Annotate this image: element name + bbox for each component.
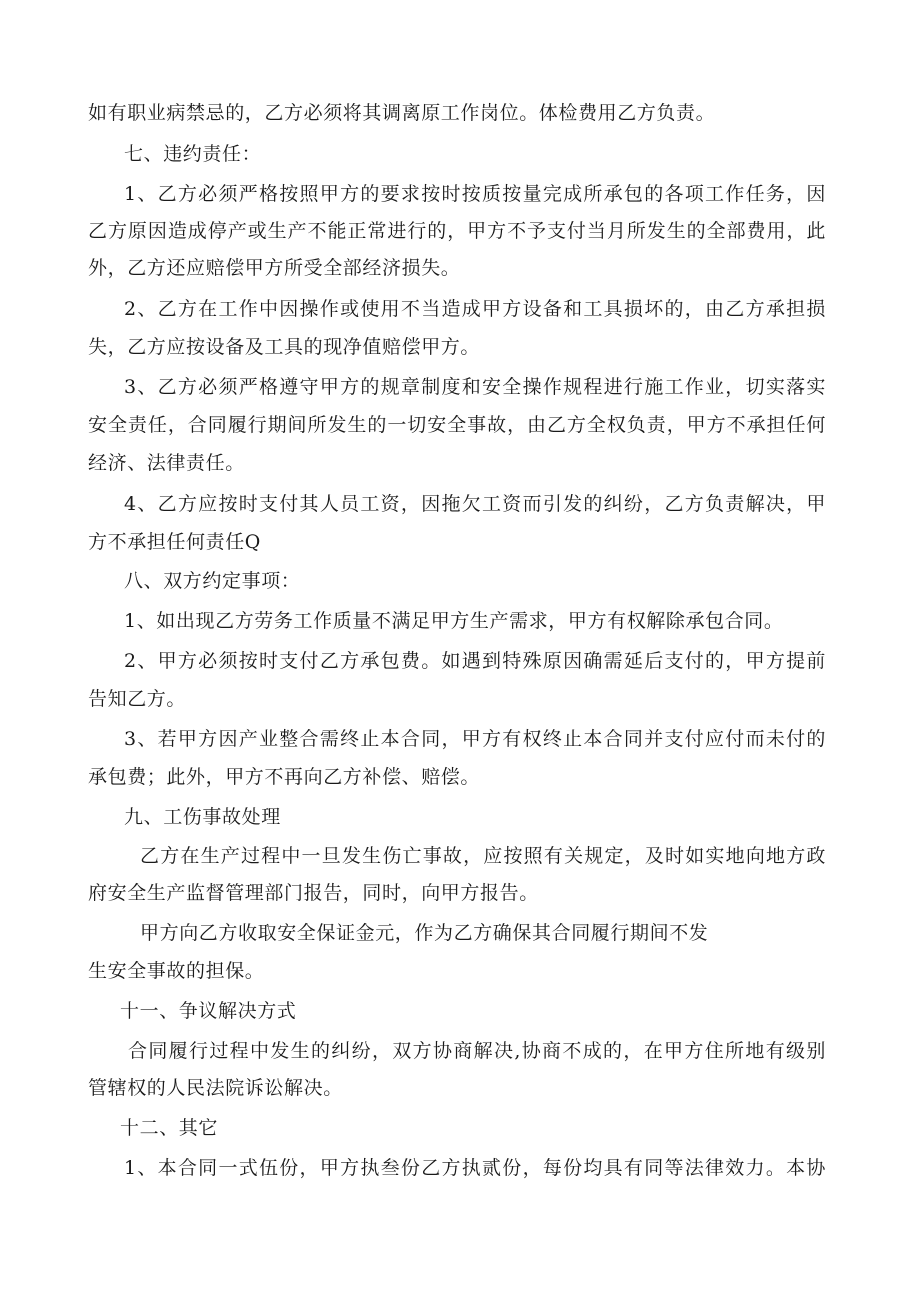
section-heading: 十二、其它 — [120, 1117, 219, 1139]
section-heading: 九、工伤事故处理 — [124, 806, 281, 828]
text-line: 合同履行过程中发生的纠纷，双方协商解决,协商不成的，在甲方住所地有级别 — [128, 1040, 826, 1062]
text-line: 2、乙方在工作中因操作或使用不当造成甲方设备和工具损坏的，由乙方承担损 — [124, 298, 826, 320]
text-line: 1、本合同一式伍份，甲方执叁份乙方执贰份，每份均具有同等法律效力。本协 — [124, 1157, 826, 1179]
text-line: 甲方向乙方收取安全保证金元，作为乙方确保其合同履行期间不发 — [140, 922, 709, 944]
text-line: 2、甲方必须按时支付乙方承包费。如遇到特殊原因确需延后支付的，甲方提前 — [124, 650, 826, 672]
text-line: 府安全生产监督管理部门报告，同时，向甲方报告。 — [88, 882, 539, 904]
text-line: 乙方在生产过程中一旦发生伤亡事故，应按照有关规定，及时如实地向地方政 — [140, 845, 826, 867]
text-line: 1、乙方必须严格按照甲方的要求按时按质按量完成所承包的各项工作任务，因 — [124, 183, 826, 205]
section-heading: 七、违约责任： — [124, 143, 262, 165]
text-line: 3、若甲方因产业整合需终止本合同，甲方有权终止本合同并支付应付而未付的 — [124, 728, 826, 750]
text-line: 安全责任，合同履行期间所发生的一切安全事故，由乙方全权负责，甲方不承担任何 — [88, 414, 826, 436]
text-line: 告知乙方。 — [88, 688, 187, 710]
text-line: 乙方原因造成停产或生产不能正常进行的，甲方不予支付当月所发生的全部费用，此 — [88, 220, 826, 242]
section-heading: 八、双方约定事项： — [124, 570, 301, 592]
text-line: 3、乙方必须严格遵守甲方的规章制度和安全操作规程进行施工作业，切实落实 — [124, 376, 826, 398]
text-line: 承包费；此外，甲方不再向乙方补偿、赔偿。 — [88, 766, 481, 788]
text-line: 方不承担任何责任Q — [88, 531, 261, 553]
text-line: 如有职业病禁忌的，乙方必须将其调离原工作岗位。体检费用乙方负责。 — [88, 102, 716, 124]
text-line: 失，乙方应按设备及工具的现净值赔偿甲方。 — [88, 336, 481, 358]
text-line: 经济、法律责任。 — [88, 452, 245, 474]
text-line: 外，乙方还应赔偿甲方所受全部经济损失。 — [88, 257, 461, 279]
section-heading: 十一、争议解决方式 — [120, 1000, 297, 1022]
text-line: 4、乙方应按时支付其人员工资，因拖欠工资而引发的纠纷，乙方负责解决，甲 — [124, 493, 826, 515]
text-line: 管辖权的人民法院诉讼解决。 — [88, 1077, 343, 1099]
text-line: 1、如出现乙方劳务工作质量不满足甲方生产需求，甲方有权解除承包合同。 — [124, 610, 784, 632]
text-line: 生安全事故的担保。 — [88, 960, 265, 982]
